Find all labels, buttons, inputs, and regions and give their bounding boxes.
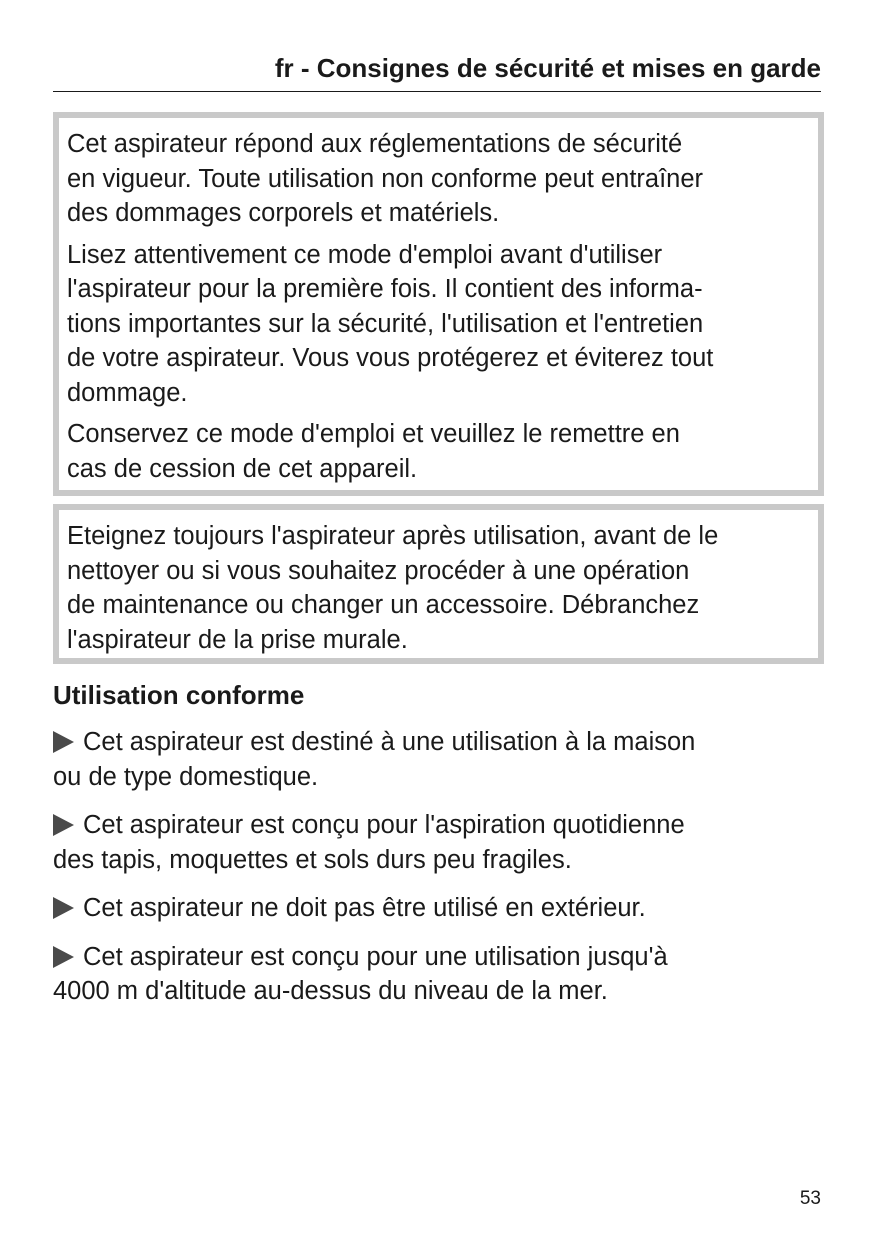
- header-title: fr - Consignes de sécurité et mises en garde: [274, 53, 821, 83]
- bullet-text: Cet aspirateur est conçu pour l'aspiration quotidienne: [83, 811, 685, 839]
- text-line: de votre aspirateur. Vous vous protégerez et éviterez tout: [67, 344, 714, 372]
- text-line: dommage.: [67, 378, 188, 407]
- bullet-text: Cet aspirateur ne doit pas être utilisé en extérieur.: [83, 894, 646, 922]
- text-line: en vigueur. Toute utilisation non conforme peut entraîner: [67, 164, 704, 193]
- bullet-list: [53, 725, 823, 1023]
- bullet-text: Cet aspirateur est conçu pour une utilisation jusqu'à: [83, 942, 668, 971]
- text-line: Eteignez toujours l'aspirateur après utilisation, avant de le: [67, 522, 719, 550]
- text-line: tions importantes sur la sécurité, l'utilisation et l'entretien: [67, 309, 704, 338]
- notice-paragraph: [67, 127, 818, 231]
- bullet-item: [53, 808, 823, 877]
- bullet-item: [53, 940, 823, 1009]
- page-number: 53: [799, 1188, 821, 1209]
- warning-box: [53, 504, 824, 664]
- text-line: nettoyer ou si vous souhaitez procéder à une opération: [67, 556, 690, 585]
- bullet-item: [53, 725, 823, 794]
- text-line: Cet aspirateur répond aux réglementations de sécurité: [67, 130, 683, 158]
- triangle-bullet-icon: [53, 731, 74, 753]
- text-line: Conservez ce mode d'emploi et veuillez le remettre en: [67, 420, 680, 448]
- triangle-bullet-icon: [53, 946, 74, 968]
- bullet-text: ou de type domestique.: [53, 762, 319, 791]
- notice-paragraph: [67, 238, 818, 411]
- text-line: l'aspirateur de la prise murale.: [67, 625, 408, 654]
- warning-paragraph: [67, 519, 818, 657]
- triangle-bullet-icon: [53, 814, 74, 836]
- bullet-text: 4000 m d'altitude au-dessus du niveau de la mer.: [53, 977, 608, 1005]
- bullet-item: [53, 891, 823, 926]
- notice-paragraph: [67, 417, 818, 486]
- section-title: Utilisation conforme: [53, 680, 305, 710]
- safety-notice-box: [53, 112, 824, 496]
- text-line: Lisez attentivement ce mode d'emploi avant d'utiliser: [67, 240, 663, 269]
- bullet-text: des tapis, moquettes et sols durs peu fragiles.: [53, 845, 572, 874]
- page-header: [53, 50, 821, 92]
- text-line: des dommages corporels et matériels.: [67, 199, 500, 227]
- text-line: cas de cession de cet appareil.: [67, 454, 418, 483]
- triangle-bullet-icon: [53, 897, 74, 919]
- text-line: de maintenance ou changer un accessoire. Débranchez: [67, 591, 700, 619]
- bullet-text: Cet aspirateur est destiné à une utilisation à la maison: [83, 728, 696, 756]
- text-line: l'aspirateur pour la première fois. Il contient des informa-: [67, 275, 703, 303]
